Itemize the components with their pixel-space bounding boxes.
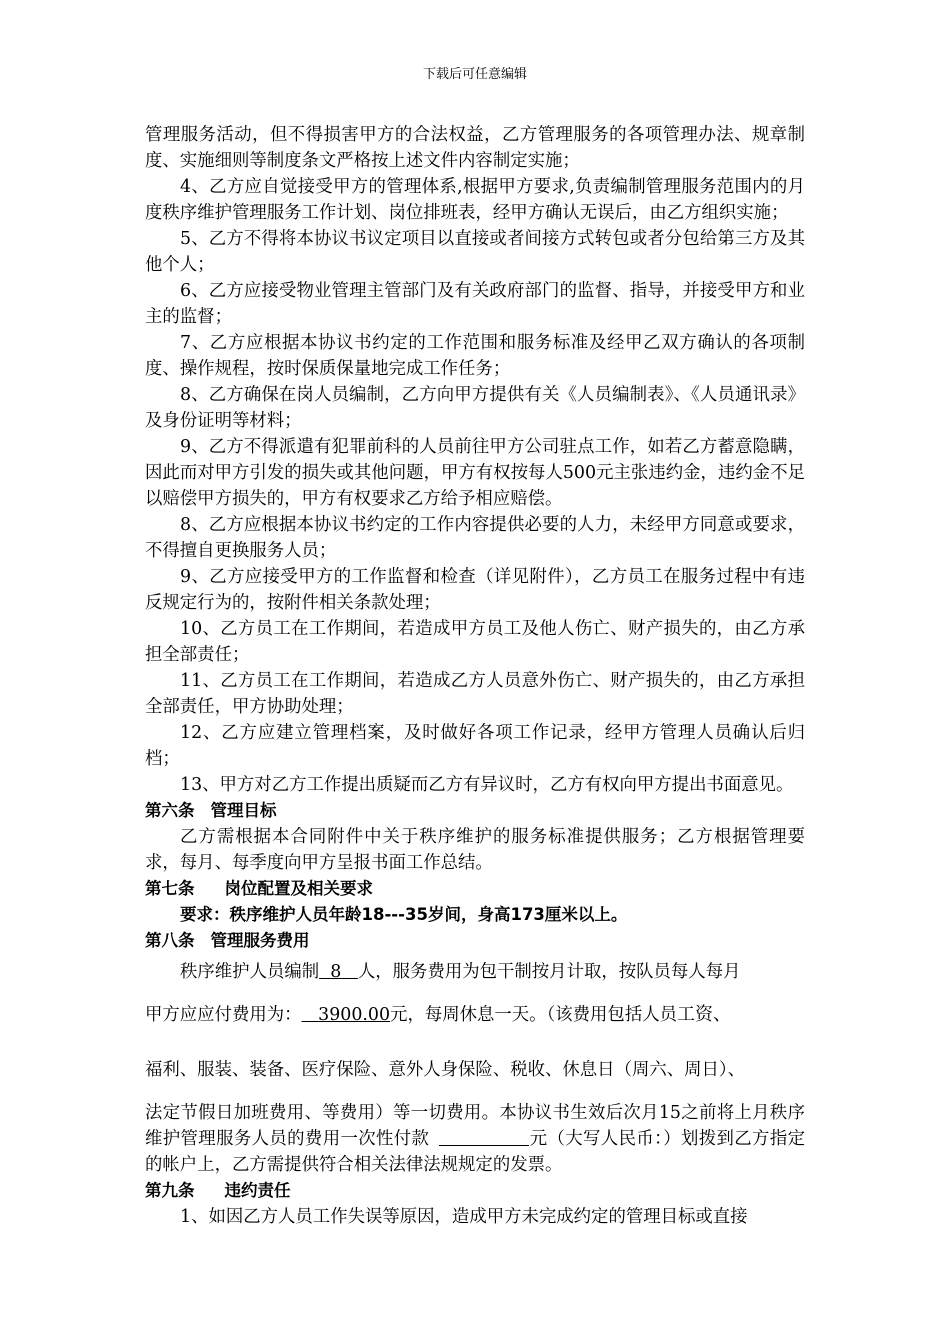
clause-6: 6、乙方应接受物业管理主管部门及有关政府部门的监督、指导，并接受甲方和业主的监督； bbox=[145, 281, 805, 327]
page-header: 下载后可任意编辑 bbox=[422, 67, 527, 82]
payment-blank bbox=[439, 1127, 529, 1146]
staff-count: 8 bbox=[330, 962, 342, 982]
clause-8: 8、乙方确保在岗人员编制，乙方向甲方提供有关《人员编制表》、《人员通讯录》及身份证明等材料； bbox=[145, 385, 805, 431]
clause-8b: 8、乙方应根据本协议书约定的工作内容提供必要的人力，未经甲方同意或要求，不得擅自更换服务人员； bbox=[145, 515, 805, 561]
article-7-heading bbox=[145, 876, 805, 902]
article-number: 第七条 bbox=[145, 879, 195, 898]
fee-line: 甲方应应付费用为： 3900.00元，每周休息一天。（该费用包括人员工资、 bbox=[145, 1004, 731, 1025]
article-number: 第八条 bbox=[145, 931, 195, 950]
fee-items-line: 福利、服装、装备、医疗保险、意外人身保险、税收、休息日（周六、周日）、 bbox=[145, 1060, 745, 1080]
article-title: 管理服务费用 bbox=[210, 931, 310, 950]
requirement-text: 要求：秩序维护人员年龄18---35岁间，身高173厘米以上。 bbox=[180, 905, 628, 924]
article-8-heading bbox=[145, 928, 805, 954]
payment-text: 法定节假日加班费用、等费用）等一切费用。本协议书生效后次月15之前将上月秩序维护管理服务人员的费用一次性付款 元（大写人民币：）划拨到乙方指定的帐户上，乙方需提供符合相关法律法规规定的发票。 bbox=[145, 1103, 805, 1175]
article-title: 管理目标 bbox=[210, 801, 277, 820]
article-title: 岗位配置及相关要求 bbox=[224, 879, 373, 898]
clause-4: 4、乙方应自觉接受甲方的管理体系,根据甲方要求,负责编制管理服务范围内的月度秩序维护管理服务工作计划、岗位排班表，经甲方确认无误后，由乙方组织实施； bbox=[145, 177, 805, 223]
clause-11: 11、乙方员工在工作期间，若造成乙方人员意外伤亡、财产损失的，由乙方承担全部责任，甲方协助处理； bbox=[145, 671, 805, 717]
article-9-heading bbox=[145, 1178, 805, 1204]
clause-9b: 9、乙方应接受甲方的工作监督和检查（详见附件），乙方员工在服务过程中有违反规定行为的，按附件相关条款处理； bbox=[145, 567, 805, 613]
clause-9: 9、乙方不得派遣有犯罪前科的人员前往甲方公司驻点工作，如若乙方蓄意隐瞒，因此而对甲方引发的损失或其他问题，甲方有权按每人500元主张违约金，违约金不足以赔偿甲方损失的，甲方有权要求乙方给予相应赔偿。 bbox=[145, 437, 805, 509]
article-number: 第九条 bbox=[145, 1181, 195, 1200]
clause-12: 12、乙方应建立管理档案，及时做好各项工作记录，经甲方管理人员确认后归档； bbox=[145, 723, 805, 769]
article-title: 违约责任 bbox=[224, 1181, 291, 1200]
fee-amount: 3900.00 bbox=[318, 1005, 391, 1025]
paragraph: 管理服务活动，但不得损害甲方的合法权益，乙方管理服务的各项管理办法、规章制度、实施细则等制度条文严格按上述文件内容制定实施； bbox=[145, 125, 805, 171]
clause-5: 5、乙方不得将本协议书议定项目以直接或者间接方式转包或者分包给第三方及其他个人； bbox=[145, 229, 805, 275]
clause-13: 13、甲方对乙方工作提出质疑而乙方有异议时，乙方有权向甲方提出书面意见。 bbox=[180, 775, 794, 795]
article-number: 第六条 bbox=[145, 801, 195, 820]
clause-10: 10、乙方员工在工作期间，若造成甲方员工及他人伤亡、财产损失的，由乙方承担全部责任； bbox=[145, 619, 805, 665]
article-9-clause-1: 1、如因乙方人员工作失误等原因，造成甲方未完成约定的管理目标或直接 bbox=[180, 1207, 748, 1227]
document-body bbox=[145, 122, 805, 1230]
clause-7: 7、乙方应根据本协议书约定的工作范围和服务标准及经甲乙双方确认的各项制度、操作规程，按时保质保量地完成工作任务； bbox=[145, 333, 805, 379]
article-6-text: 乙方需根据本合同附件中关于秩序维护的服务标准提供服务；乙方根据管理要求，每月、每季度向甲方呈报书面工作总结。 bbox=[145, 827, 805, 873]
staffing-line: 秩序维护人员编制 8 人，服务费用为包干制按月计取，按队员每人每月 bbox=[180, 962, 741, 982]
article-6-heading bbox=[145, 798, 805, 824]
